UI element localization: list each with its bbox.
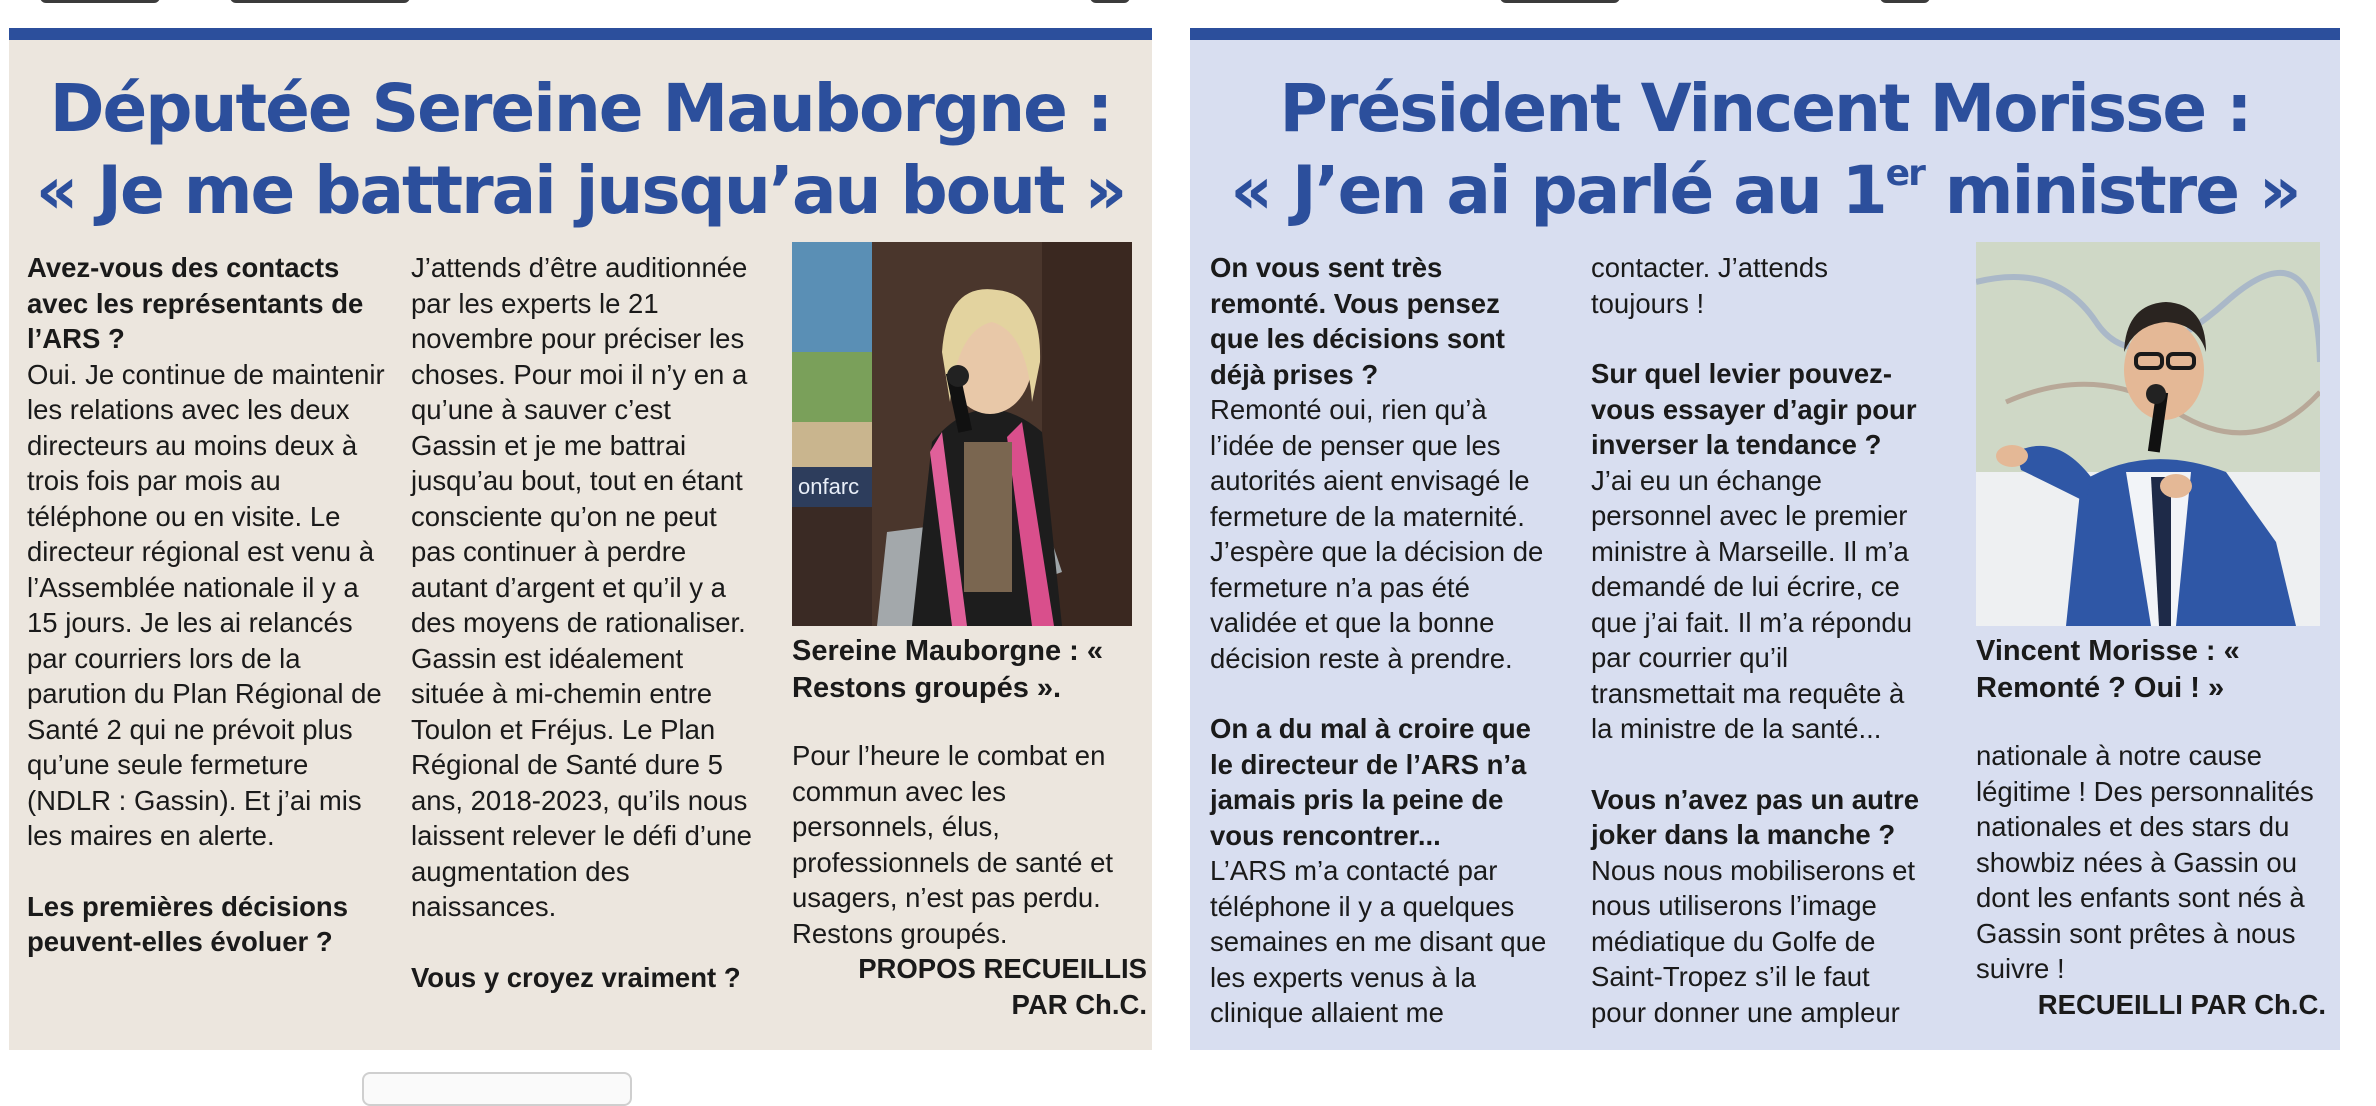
credit-line: RECUEILLI PAR Ch.C. [2037, 988, 2326, 1020]
cropped-previous-text [0, 0, 2376, 14]
photo-caption: Sereine Mauborgne : « Restons groupés ». [792, 635, 1104, 704]
answer-levier: J’ai eu un échange personnel avec le premier ministre à Marseille. Il m’a demandé de lui écrire, ce que j’ai fait. Il m’a répondu par courrier qu’il transmettait ma requête à la ministre de la santé... [1591, 464, 1913, 744]
question-joker: Vous n’avez pas un autre joker dans la manche ? [1591, 783, 1920, 850]
question-levier: Sur quel levier pouvez-vous essayer d’agir pour inverser la tendance ? [1591, 358, 1917, 460]
column-2 [411, 250, 763, 995]
question-believe: Vous y croyez vraiment ? [411, 961, 741, 993]
answer-decisions-evolve: J’attends d’être auditionnée par les experts le 21 novembre pour préciser les choses. Pour moi il n’y en a qu’une à sauver c’est Gassin et je me battrai jusqu’au bout, tout en étant consciente qu’on ne peut pas continuer à perdre autant d’argent et qu’il y a des moyens de rationaliser. Gassin est idéalement située à mi-chemin entre Toulon et Fréjus. Le Plan Régional de Santé dure 5 ans, 2018-2023, qu’ils nous laissent relever le défi d’une augmentation des naissances. [411, 252, 752, 922]
headline-line-2: « Je me battrai jusqu’au bout » [35, 152, 1126, 229]
answer-ars-contacts: Oui. Je continue de maintenir les relations avec les deux directeurs au moins deux à trois fois par mois au téléphone ou en visite. Le directeur régional est venu à l’Assemblée nationale il y a 15 jours. Je les ai relancés par courriers lors de la parution du Plan Régional de Santé 2 qui ne prévoit plus qu’une seule fermeture (NDLR : Gassin). Et j’ai mis les maires en alerte. [27, 358, 385, 851]
headline-line-2-end: ministre » [1923, 152, 2300, 229]
column-1 [1210, 250, 1550, 1031]
photo-sereine-mauborgne [792, 242, 1132, 626]
photo-banner-text: onfarc [798, 474, 860, 499]
headline [9, 68, 1152, 232]
column-1 [27, 250, 387, 960]
headline-line-1: Président Vincent Morisse : [1279, 70, 2251, 147]
headline-line-1: Députée Sereine Mauborgne : [49, 70, 1112, 147]
answer-remonte: Remonté oui, rien qu’à l’idée de penser que les autorités aient envisagé le fermeture de la maternité. J’espère que la décision de fermeture n’a pas été validée et que la bonne décision reste à prendre. [1210, 394, 1544, 674]
column-3 [1976, 738, 2326, 1022]
column-2 [1591, 250, 1931, 1030]
answer-believe: Pour l’heure le combat en commun avec les personnels, élus, professionnels de santé et usagers, n’est pas perdu. Restons groupés. [792, 740, 1114, 949]
photo-vincent-morisse [1976, 242, 2320, 626]
answer-ars-director: L’ARS m’a contacté par téléphone il y a quelques semaines en me disant que les experts venus à la clinique allaient me [1210, 855, 1547, 1028]
headline-line-2-start: « J’en ai parlé au 1 [1230, 152, 1886, 229]
column-3 [792, 738, 1147, 1022]
question-decisions-evolve: Les premières décisions peuvent-elles évoluer ? [27, 890, 348, 957]
credit-line-1: PROPOS RECUEILLIS [858, 953, 1147, 984]
answer-joker-continued: nationale à notre cause légitime ! Des personnalités nationales et des stars du showbiz nées à Gassin ou dont les enfants sont nés à Gassin sont prêtes à nous suivre ! [1976, 740, 2314, 984]
credit-line-2: PAR Ch.C. [1011, 988, 1147, 1020]
headline-superscript: er [1885, 153, 1924, 194]
answer-ars-director-continued: contacter. J’attends toujours ! [1591, 252, 1828, 319]
headline [1190, 68, 2340, 232]
article-morisse [1190, 28, 2340, 1050]
question-ars-contacts: Avez-vous des contacts avec les représentants de l’ARS ? [27, 252, 364, 354]
question-remonte: On vous sent très remonté. Vous pensez que les décisions sont déjà prises ? [1210, 252, 1505, 390]
accent-bar [1190, 28, 2340, 40]
accent-bar [9, 28, 1152, 40]
question-ars-director: On a du mal à croire que le directeur de l’ARS n’a jamais pris la peine de vous rencontrer... [1210, 713, 1531, 851]
page-tab-edge [362, 1072, 632, 1106]
article-mauborgne [9, 28, 1152, 1050]
photo-caption: Vincent Morisse : « Remonté ? Oui ! » [1976, 635, 2240, 704]
answer-joker: Nous nous mobiliserons et nous utiliserons l’image médiatique du Golfe de Saint-Tropez s’il le faut pour donner une ampleur [1591, 854, 1916, 1028]
